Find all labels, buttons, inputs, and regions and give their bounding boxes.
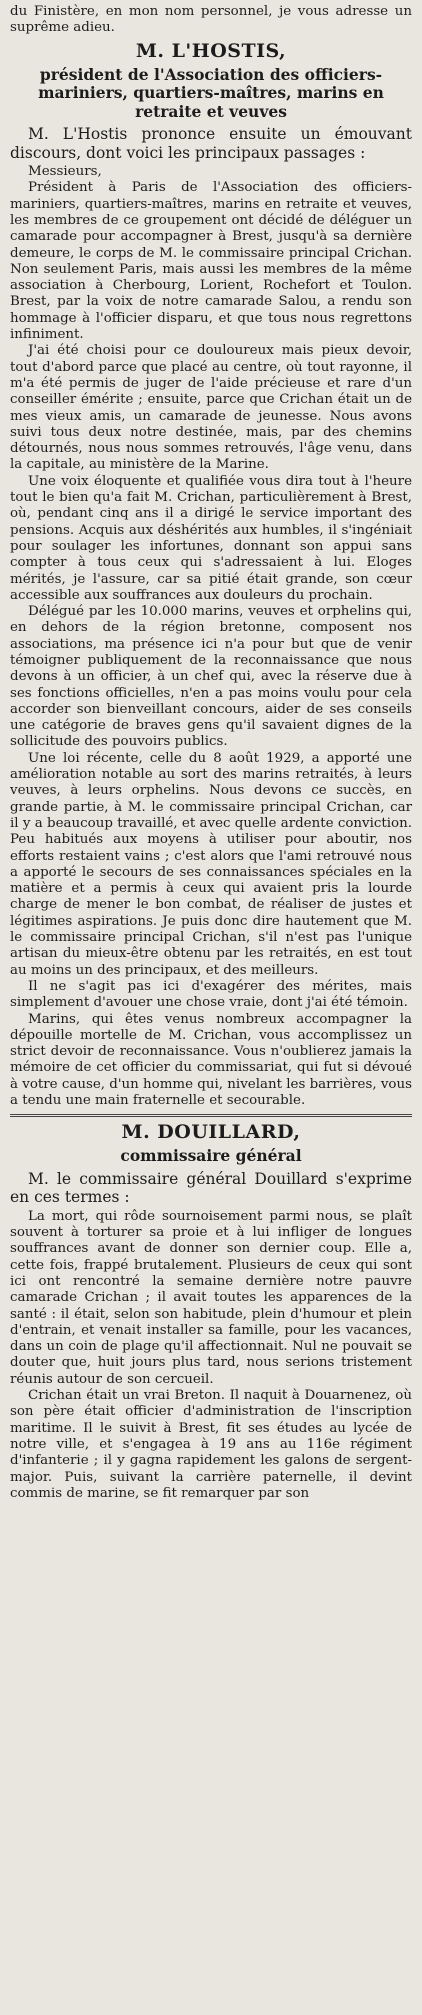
intro-paragraph-douillard: M. le commissaire général Douillard s'exprime en ces termes : xyxy=(10,1169,412,1207)
section-divider xyxy=(10,1114,412,1117)
speech-paragraph: Délégué par les 10.000 marins, veuves et orphelins qui, en dehors de la région bretonne, composent nos associations, ma présence ici n'a pour but que de venir témoigner publiquement de la reconnaissance que nous devons à un officier, à un chef qui, avec la réserve due à ses fonctions officielles, n'en a pas moins voulu pour cela accorder son bienveillant concours, aider de ses conseils une catégorie de braves gens qu'il savaient dignes de la sollicitude des pouvoirs publics. xyxy=(10,604,412,750)
speech-paragraph: Une voix éloquente et qualifiée vous dira tout à l'heure tout le bien qu'a fait M. Crichan, particulièrement à Brest, où, pendant cinq ans il a dirigé le service important des pensions. Acquis aux déshérités aux humbles, il s'ingéniait pour soulager les infortunes, donnant son appui sans compter à tous ceux qui s'adressaient à lui. Eloges mérités, je l'assure, car sa pitié était grande, son cœur accessible aux souffrances aux douleurs du prochain. xyxy=(10,473,412,603)
section-heading-douillard: M. DOUILLARD, xyxy=(121,1121,301,1144)
speech-paragraph: J'ai été choisi pour ce douloureux mais pieux devoir, tout d'abord parce que placé au centre, où tout rayonne, il m'a été permis de juger de l'aide précieuse et rare d'un conseiller émérite ; ensuite, parce que Crichan était un de mes vieux amis, un camarade de jeunesse. Nous avons suivi tous deux notre destinée, mais, par des chemins détournés, nous nous sommes retrouvés, l'âge venu, dans la capitale, au ministère de la Marine. xyxy=(10,343,412,473)
speech-paragraph: Marins, qui êtes venus nombreux accompagner la dépouille mortelle de M. Crichan, vous accomplissez un strict devoir de reconnaissance. Vous n'oublierez jamais la mémoire de cet officier du commissariat, qui fut si dévoué à votre cause, d'un homme qui, nivelant les barrières, vous a tendu une main fraternelle et secourable. xyxy=(10,1011,412,1109)
section-subheading-douillard: commissaire général xyxy=(120,1146,302,1166)
section-heading-lhostis: M. L'HOSTIS, xyxy=(135,39,287,62)
speech-paragraph: Crichan était un vrai Breton. Il naquit à Douarnenez, où son père était officier d'administration de l'inscription maritime. Il le suivit à Brest, fit ses études au lycée de notre ville, et s'engagea à 19 ans au 116e régiment d'infanterie ; il y gagna rapidement les galons de sergent-major. Puis, suivant la carrière paternelle, il devint commis de marine, se fit remarquer par son xyxy=(10,1388,412,1501)
intro-paragraph-lhostis: M. L'Hostis prononce ensuite un émouvant discours, dont voici les principaux passages : xyxy=(10,125,412,162)
section-subheading-lhostis: président de l'Association des officiers-mariniers, quartiers-maîtres, marins en retraite et veuves xyxy=(38,64,384,121)
speech-paragraph: Messieurs, xyxy=(28,164,102,180)
speech-paragraph: Une loi récente, celle du 8 août 1929, a apporté une amélioration notable au sort des marins retraités, à leurs veuves, à leurs orphelins. Nous devons ce succès, en grande partie, à M. le commissaire principal Crichan, car il y a beaucoup travaillé, et avec quelle ardente conviction. Peu habitués aux moyens à utiliser pour aboutir, nos efforts restaient vains ; c'est alors que l'ami retrouvé nous a apporté le secours de ses connaissances spéciales en la matière et a permis à ceux qui avaient pris la lourde charge de mener le bon combat, de réaliser de justes et légitimes aspirations. Je puis donc dire hautement que M. le commissaire principal Crichan, s'il n'est pas l'unique artisan du mieux-être obtenu par les retraités, en est tout au moins un des principaux, et des meilleurs. xyxy=(10,750,412,978)
speech-paragraph: Il ne s'agit pas ici d'exagérer des mérites, mais simplement d'avouer une chose vraie, dont j'ai été témoin. xyxy=(10,978,412,1011)
opening-paragraph: du Finistère, en mon nom personnel, je vous adresse un suprême adieu. xyxy=(10,4,412,36)
speech-paragraph: Président à Paris de l'Association des officiers-mariniers, quartiers-maîtres, marins en retraite et veuves, les membres de ce groupement ont décidé de déléguer un camarade pour accompagner à Brest, jusqu'à sa dernière demeure, le corps de M. le commissaire principal Crichan. Non seulement Paris, mais aussi les membres de la même association à Cherbourg, Lorient, Rochefort et Toulon. Brest, par la voix de notre camarade Salou, a rendu son hommage à l'officier disparu, et que tous nous regrettons infiniment. xyxy=(10,180,412,343)
speech-paragraph: La mort, qui rôde sournoisement parmi nous, se plaît souvent à torturer sa proie et à lui infliger de longues souffrances avant de donner son dernier coup. Elle a, cette fois, frappé brutalement. Plusieurs de ceux qui sont ici ont rencontré la semaine dernière notre pauvre camarade Crichan ; il avait toutes les apparences de la santé : il était, selon son habitude, plein d'humour et plein d'entrain, et venait installer sa famille, pour les vacances, dans un coin de plage qu'il affectionnait. Nul ne pouvait se douter que, huit jours plus tard, nous serions tristement réunis autour de son cercueil. xyxy=(10,1208,412,1387)
newspaper-column xyxy=(10,0,412,2015)
